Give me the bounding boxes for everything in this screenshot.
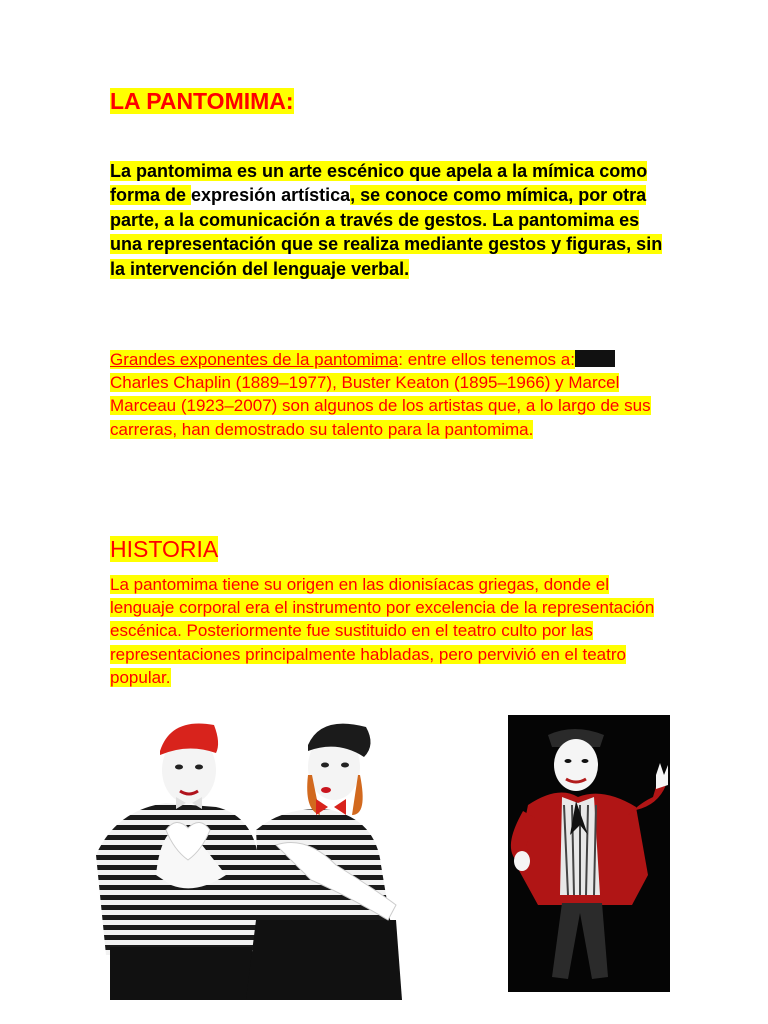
exponents-body: Charles Chaplin (1889–1977), Buster Keaton (1895–1966) y Marcel Marceau (1923–2007) son algunos de los artistas que, a lo largo de sus carreras, han demostrado su talento para la pantomima. xyxy=(110,373,651,439)
intro-paragraph xyxy=(110,159,670,281)
exponents-paragraph xyxy=(110,348,670,441)
mime-couple-photo xyxy=(76,715,402,1000)
redaction-box xyxy=(575,350,615,367)
exponents-link[interactable]: Grandes exponentes de la pantomima xyxy=(110,350,399,369)
page-title-text: LA PANTOMIMA: xyxy=(110,88,294,114)
mime-solo-illustration xyxy=(508,715,670,992)
historia-heading xyxy=(110,534,670,564)
page-title xyxy=(110,86,670,116)
intro-text-part1: La pantomima es un arte escénico que apela a la mímica como forma de xyxy=(110,161,648,206)
mime-couple-illustration xyxy=(76,715,402,1000)
exponents-lead: : entre ellos tenemos a: xyxy=(398,350,575,369)
historia-heading-text: HISTORIA xyxy=(110,536,219,562)
intro-text-part3: , se conoce como mímica, por otra parte, a la comunicación a través de gestos. La pantomima es una representación que se realiza mediante gestos y figuras, sin la intervención del lenguaje verbal. xyxy=(110,185,663,279)
mime-solo-photo xyxy=(508,715,670,992)
historia-paragraph xyxy=(110,573,670,689)
historia-body-text: La pantomima tiene su origen en las dionisíacas griegas, donde el lenguaje corporal era el instrumento por excelencia de la representación escénica. Posteriormente fue sustituido en el teatro culto por las representaciones principalmente habladas, pero pervivió en el teatro popular. xyxy=(110,575,655,687)
intro-text-part2: expresión artística xyxy=(191,185,351,206)
